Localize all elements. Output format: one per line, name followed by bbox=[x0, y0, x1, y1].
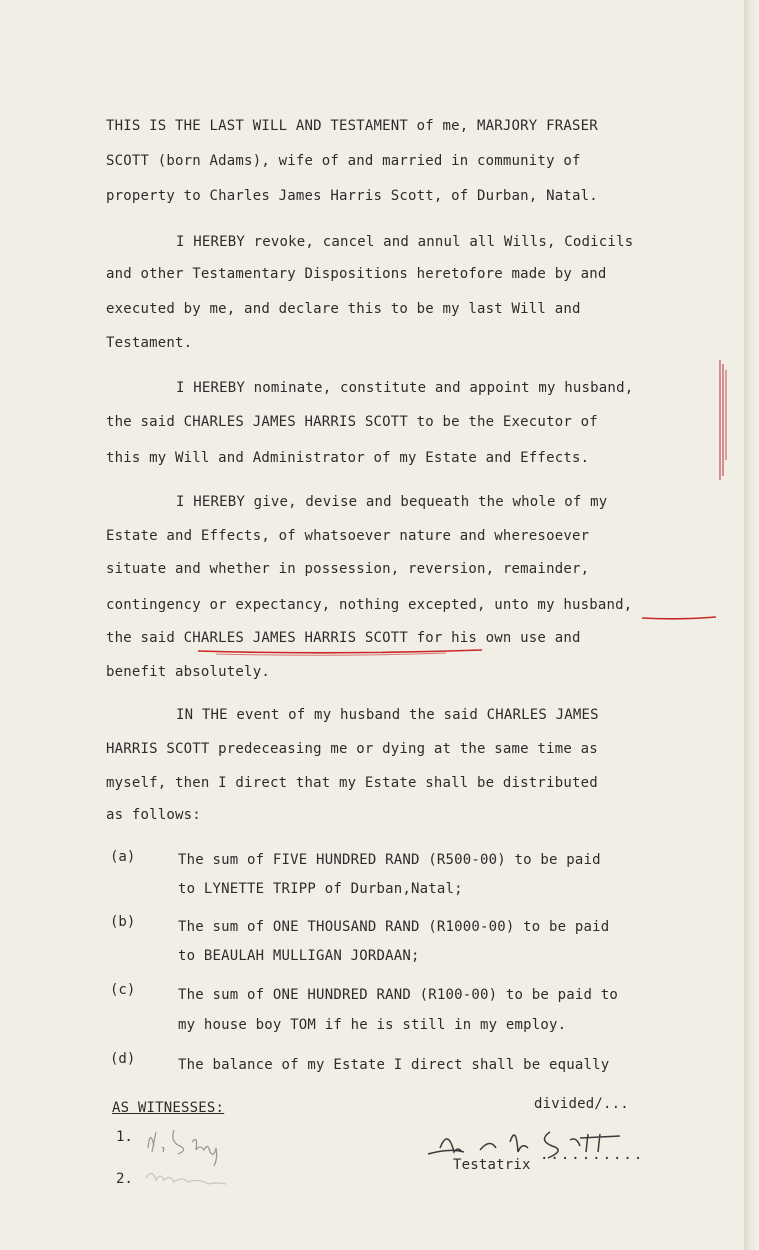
item-b-line2: to BEAULAH MULLIGAN JORDAAN; bbox=[178, 948, 420, 964]
item-c-line1: The sum of ONE HUNDRED RAND (R100-00) to be paid to bbox=[178, 987, 619, 1003]
para2-line1: I HEREBY revoke, cancel and annul all Wills, Codicils bbox=[176, 234, 634, 250]
item-b-label: (b) bbox=[110, 914, 136, 930]
para1-line3: property to Charles James Harris Scott, of Durban, Natal. bbox=[106, 188, 598, 204]
item-b-line1: The sum of ONE THOUSAND RAND (R1000-00) to be paid bbox=[178, 919, 610, 935]
para1-line1: THIS IS THE LAST WILL AND TESTAMENT of me, MARJORY FRASER bbox=[106, 118, 598, 134]
continuation-text: divided/... bbox=[534, 1096, 629, 1112]
red-underline-husband bbox=[640, 614, 720, 622]
red-underline-name bbox=[196, 647, 486, 657]
margin-red-mark bbox=[718, 360, 728, 480]
para4-line1: I HEREBY give, devise and bequeath the whole of my bbox=[176, 494, 608, 510]
item-d-line1: The balance of my Estate I direct shall be equally bbox=[178, 1057, 610, 1073]
para5-line2: HARRIS SCOTT predeceasing me or dying at the same time as bbox=[106, 741, 598, 757]
item-c-label: (c) bbox=[110, 982, 136, 998]
item-a-label: (a) bbox=[110, 849, 136, 865]
item-c-line2: my house boy TOM if he is still in my employ. bbox=[178, 1017, 567, 1033]
witness-1-number: 1. bbox=[116, 1129, 133, 1145]
item-a-line1: The sum of FIVE HUNDRED RAND (R500-00) to be paid bbox=[178, 852, 601, 868]
para4-line5: the said CHARLES JAMES HARRIS SCOTT for his own use and bbox=[106, 630, 581, 646]
item-a-line2: to LYNETTE TRIPP of Durban,Natal; bbox=[178, 881, 463, 897]
para4-line4: contingency or expectancy, nothing excepted, unto my husband, bbox=[106, 597, 633, 613]
testatrix-label: Testatrix bbox=[453, 1157, 531, 1173]
paper-edge bbox=[744, 0, 759, 1250]
para2-line4: Testament. bbox=[106, 335, 193, 351]
para3-line1: I HEREBY nominate, constitute and appoint my husband, bbox=[176, 380, 634, 396]
para2-line2: and other Testamentary Dispositions heretofore made by and bbox=[106, 266, 607, 282]
witnesses-heading: AS WITNESSES: bbox=[112, 1100, 225, 1116]
item-d-label: (d) bbox=[110, 1051, 136, 1067]
para3-line2: the said CHARLES JAMES HARRIS SCOTT to be the Executor of bbox=[106, 414, 598, 430]
witness-2-signature bbox=[140, 1160, 260, 1190]
para4-line3: situate and whether in possession, reversion, remainder, bbox=[106, 561, 590, 577]
para5-line4: as follows: bbox=[106, 807, 201, 823]
witness-2-number: 2. bbox=[116, 1171, 133, 1187]
testatrix-dots: .......... bbox=[540, 1147, 645, 1163]
para3-line3: this my Will and Administrator of my Estate and Effects. bbox=[106, 450, 590, 466]
para5-line1: IN THE event of my husband the said CHARLES JAMES bbox=[176, 707, 599, 723]
para2-line3: executed by me, and declare this to be my last Will and bbox=[106, 301, 581, 317]
para1-line2: SCOTT (born Adams), wife of and married in community of bbox=[106, 153, 581, 169]
para4-line2: Estate and Effects, of whatsoever nature and wheresoever bbox=[106, 528, 590, 544]
para4-line6: benefit absolutely. bbox=[106, 664, 270, 680]
para5-line3: myself, then I direct that my Estate shall be distributed bbox=[106, 775, 598, 791]
